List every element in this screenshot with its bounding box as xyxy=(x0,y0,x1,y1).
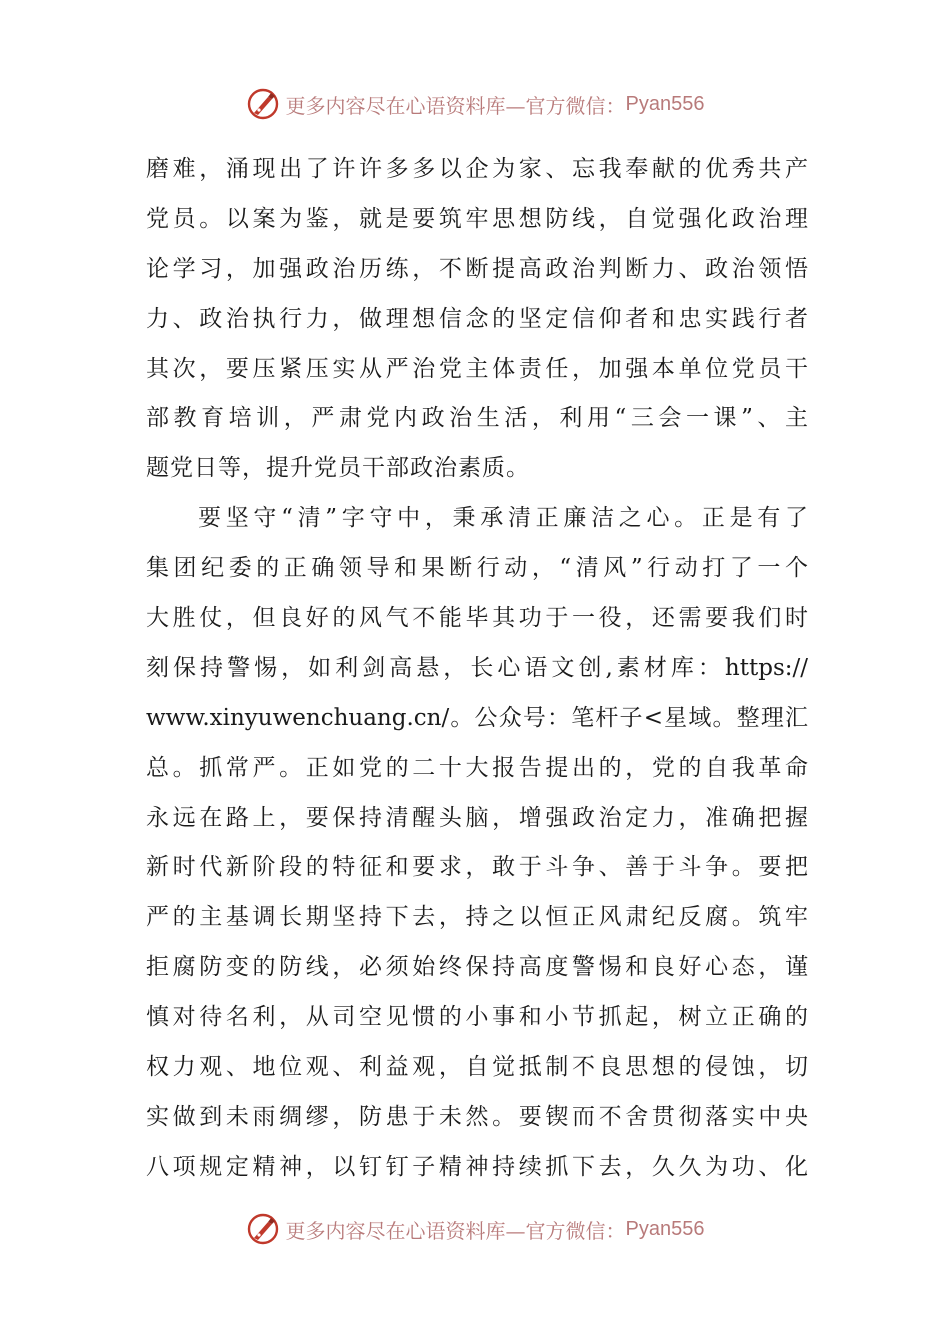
text-line: 磨难，涌现出了许许多多以企为家、忘我奉献的优秀共产 xyxy=(146,156,808,182)
text-line: 大胜仗，但良好的风气不能毕其功于一役，还需要我们时 xyxy=(146,605,808,632)
banner-text: 更多内容尽在心语资料库—官方微信： xyxy=(285,93,626,118)
text-line: 其次，要压紧压实从严治党主体责任，加强本单位党员干 xyxy=(146,355,808,382)
text-line: 刻保持警惕，如利剑高悬，长心语文创,素材库：https:// xyxy=(146,654,808,681)
text-line: 力、政治执行力，做理想信念的坚定信仰者和忠实践行者 xyxy=(146,305,808,332)
text-line: 党员。以案为鉴，就是要筑牢思想防线，自觉强化政治理 xyxy=(146,205,808,232)
header-banner xyxy=(0,84,950,124)
text-line: 论学习，加强政治历练，不断提高政治判断力、政治领悟 xyxy=(146,255,808,282)
pen-nib-logo-icon xyxy=(246,87,280,121)
pen-nib-logo-icon xyxy=(246,1212,280,1246)
text-line: 总。抓常严。正如党的二十大报告提出的，党的自我革命 xyxy=(146,754,808,781)
text-line: 新时代新阶段的特征和要求，敢于斗争、善于斗争。要把 xyxy=(146,854,808,881)
text-line: 实做到未雨绸缪，防患于未然。要锲而不舍贯彻落实中央 xyxy=(146,1103,808,1130)
text-line: 严的主基调长期坚持下去，持之以恒正风肃纪反腐。筑牢 xyxy=(146,904,808,931)
document-body xyxy=(146,145,808,1193)
text-line: 权力观、地位观、利益观，自觉抵制不良思想的侵蚀，切 xyxy=(146,1054,808,1081)
text-line: www.xinyuwenchuang.cn/。公众号：笔杆子<星域。整理汇 xyxy=(146,704,808,731)
text-line: 部教育培训，严肃党内政治生活，利用“三会一课”、主 xyxy=(146,405,808,432)
text-line: 拒腐防变的防线，必须始终保持高度警惕和良好心态，谨 xyxy=(146,954,808,981)
text-line: 集团纪委的正确领导和果断行动，“清风”行动打了一个 xyxy=(146,555,808,582)
text-line: 永远在路上，要保持清醒头脑，增强政治定力，准确把握 xyxy=(146,804,808,831)
text-line: 八项规定精神，以钉钉子精神持续抓下去，久久为功、化 xyxy=(146,1153,808,1180)
footer-banner xyxy=(0,1209,950,1249)
paragraph-start-line: 要坚守“清”字守中，秉承清正廉洁之心。正是有了 xyxy=(198,505,808,532)
text-line: 题党日等，提升党员干部政治素质。 xyxy=(146,455,530,482)
banner-text: 更多内容尽在心语资料库—官方微信： xyxy=(285,1218,626,1243)
banner-wechat-id: Pyan556 xyxy=(625,92,705,115)
text-line: 慎对待名利，从司空见惯的小事和小节抓起，树立正确的 xyxy=(146,1004,808,1031)
banner-wechat-id: Pyan556 xyxy=(625,1217,705,1240)
